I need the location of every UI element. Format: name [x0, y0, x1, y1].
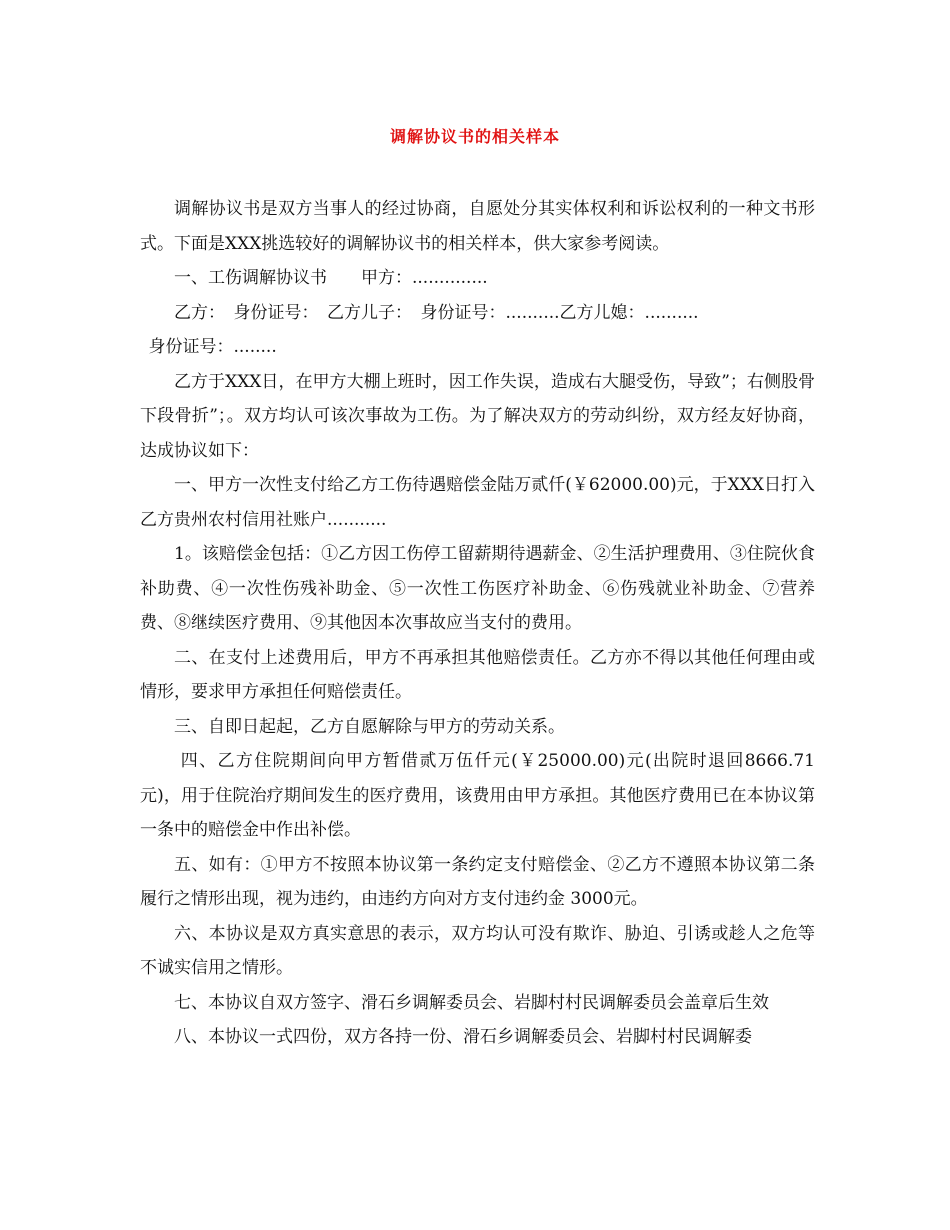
intro-paragraph: 调解协议书是双方当事人的经过协商，自愿处分其实体权利和诉讼权利的一种文书形式。下面是XXX挑选较好的调解协议书的相关样本，供大家参考阅读。 — [140, 199, 815, 254]
clause-3: 三、自即日起起，乙方自愿解除与甲方的劳动关系。 — [174, 716, 565, 737]
clause-5: 五、如有：①甲方不按照本协议第一条约定支付赔偿金、②乙方不遵照本协议第二条履行之情形出现，视为违约，由违约方向对方支付违约金 3000元。 — [140, 854, 815, 909]
clause-1-detail: 1。该赔偿金包括：①乙方因工伤停工留薪期待遇薪金、②生活护理费用、③住院伙食补助费、④一次性伤残补助金、⑤一次性工伤医疗补助金、⑥伤残就业补助金、⑦营养费、⑧继续医疗费用、⑨其他因本次事故应当支付的费用。 — [140, 544, 815, 633]
document-title: 调解协议书的相关样本 — [389, 127, 560, 146]
document-body — [140, 192, 815, 1055]
clause-7: 七、本协议自双方签字、滑石乡调解委员会、岩脚村村民调解委员会盖章后生效 — [174, 992, 769, 1013]
clause-8: 八、本协议一式四份，双方各持一份、滑石乡调解委员会、岩脚村村民调解委 — [174, 1027, 752, 1047]
clause-1: 一、甲方一次性支付给乙方工伤待遇赔偿金陆万贰仟(￥62000.00)元，于XXX日打入乙方贵州农村信用社账户........... — [140, 475, 815, 530]
clause-6: 六、本协议是双方真实意思的表示，双方均认可没有欺诈、胁迫、引诱或趁人之危等不诚实信用之情形。 — [140, 923, 815, 978]
clause-4: 四、乙方住院期间向甲方暂借贰万伍仟元(￥25000.00)元(出院时退回8666.71元)，用于住院治疗期间发生的医疗费用，该费用由甲方承担。其他医疗费用已在本协议第一条中的赔偿金中作出补偿。 — [140, 751, 815, 840]
party-b-id-line: 身份证号：........ — [148, 337, 277, 357]
incident-paragraph: 乙方于XXX日，在甲方大棚上班时，因工作失误，造成右大腿受伤，导致”；右侧股骨下段骨折”；。双方均认可该次事故为工伤。为了解决双方的劳动纠纷，双方经友好协商，达成协议如下： — [140, 371, 815, 461]
clause-2: 二、在支付上述费用后，甲方不再承担其他赔偿责任。乙方亦不得以其他任何理由或情形，要求甲方承担任何赔偿责任。 — [140, 647, 815, 702]
party-b-info: 乙方： 身份证号： 乙方儿子： 身份证号：..........乙方儿媳：.......... — [174, 302, 699, 323]
section-heading: 一、工伤调解协议书 甲方：.............. — [174, 268, 488, 288]
